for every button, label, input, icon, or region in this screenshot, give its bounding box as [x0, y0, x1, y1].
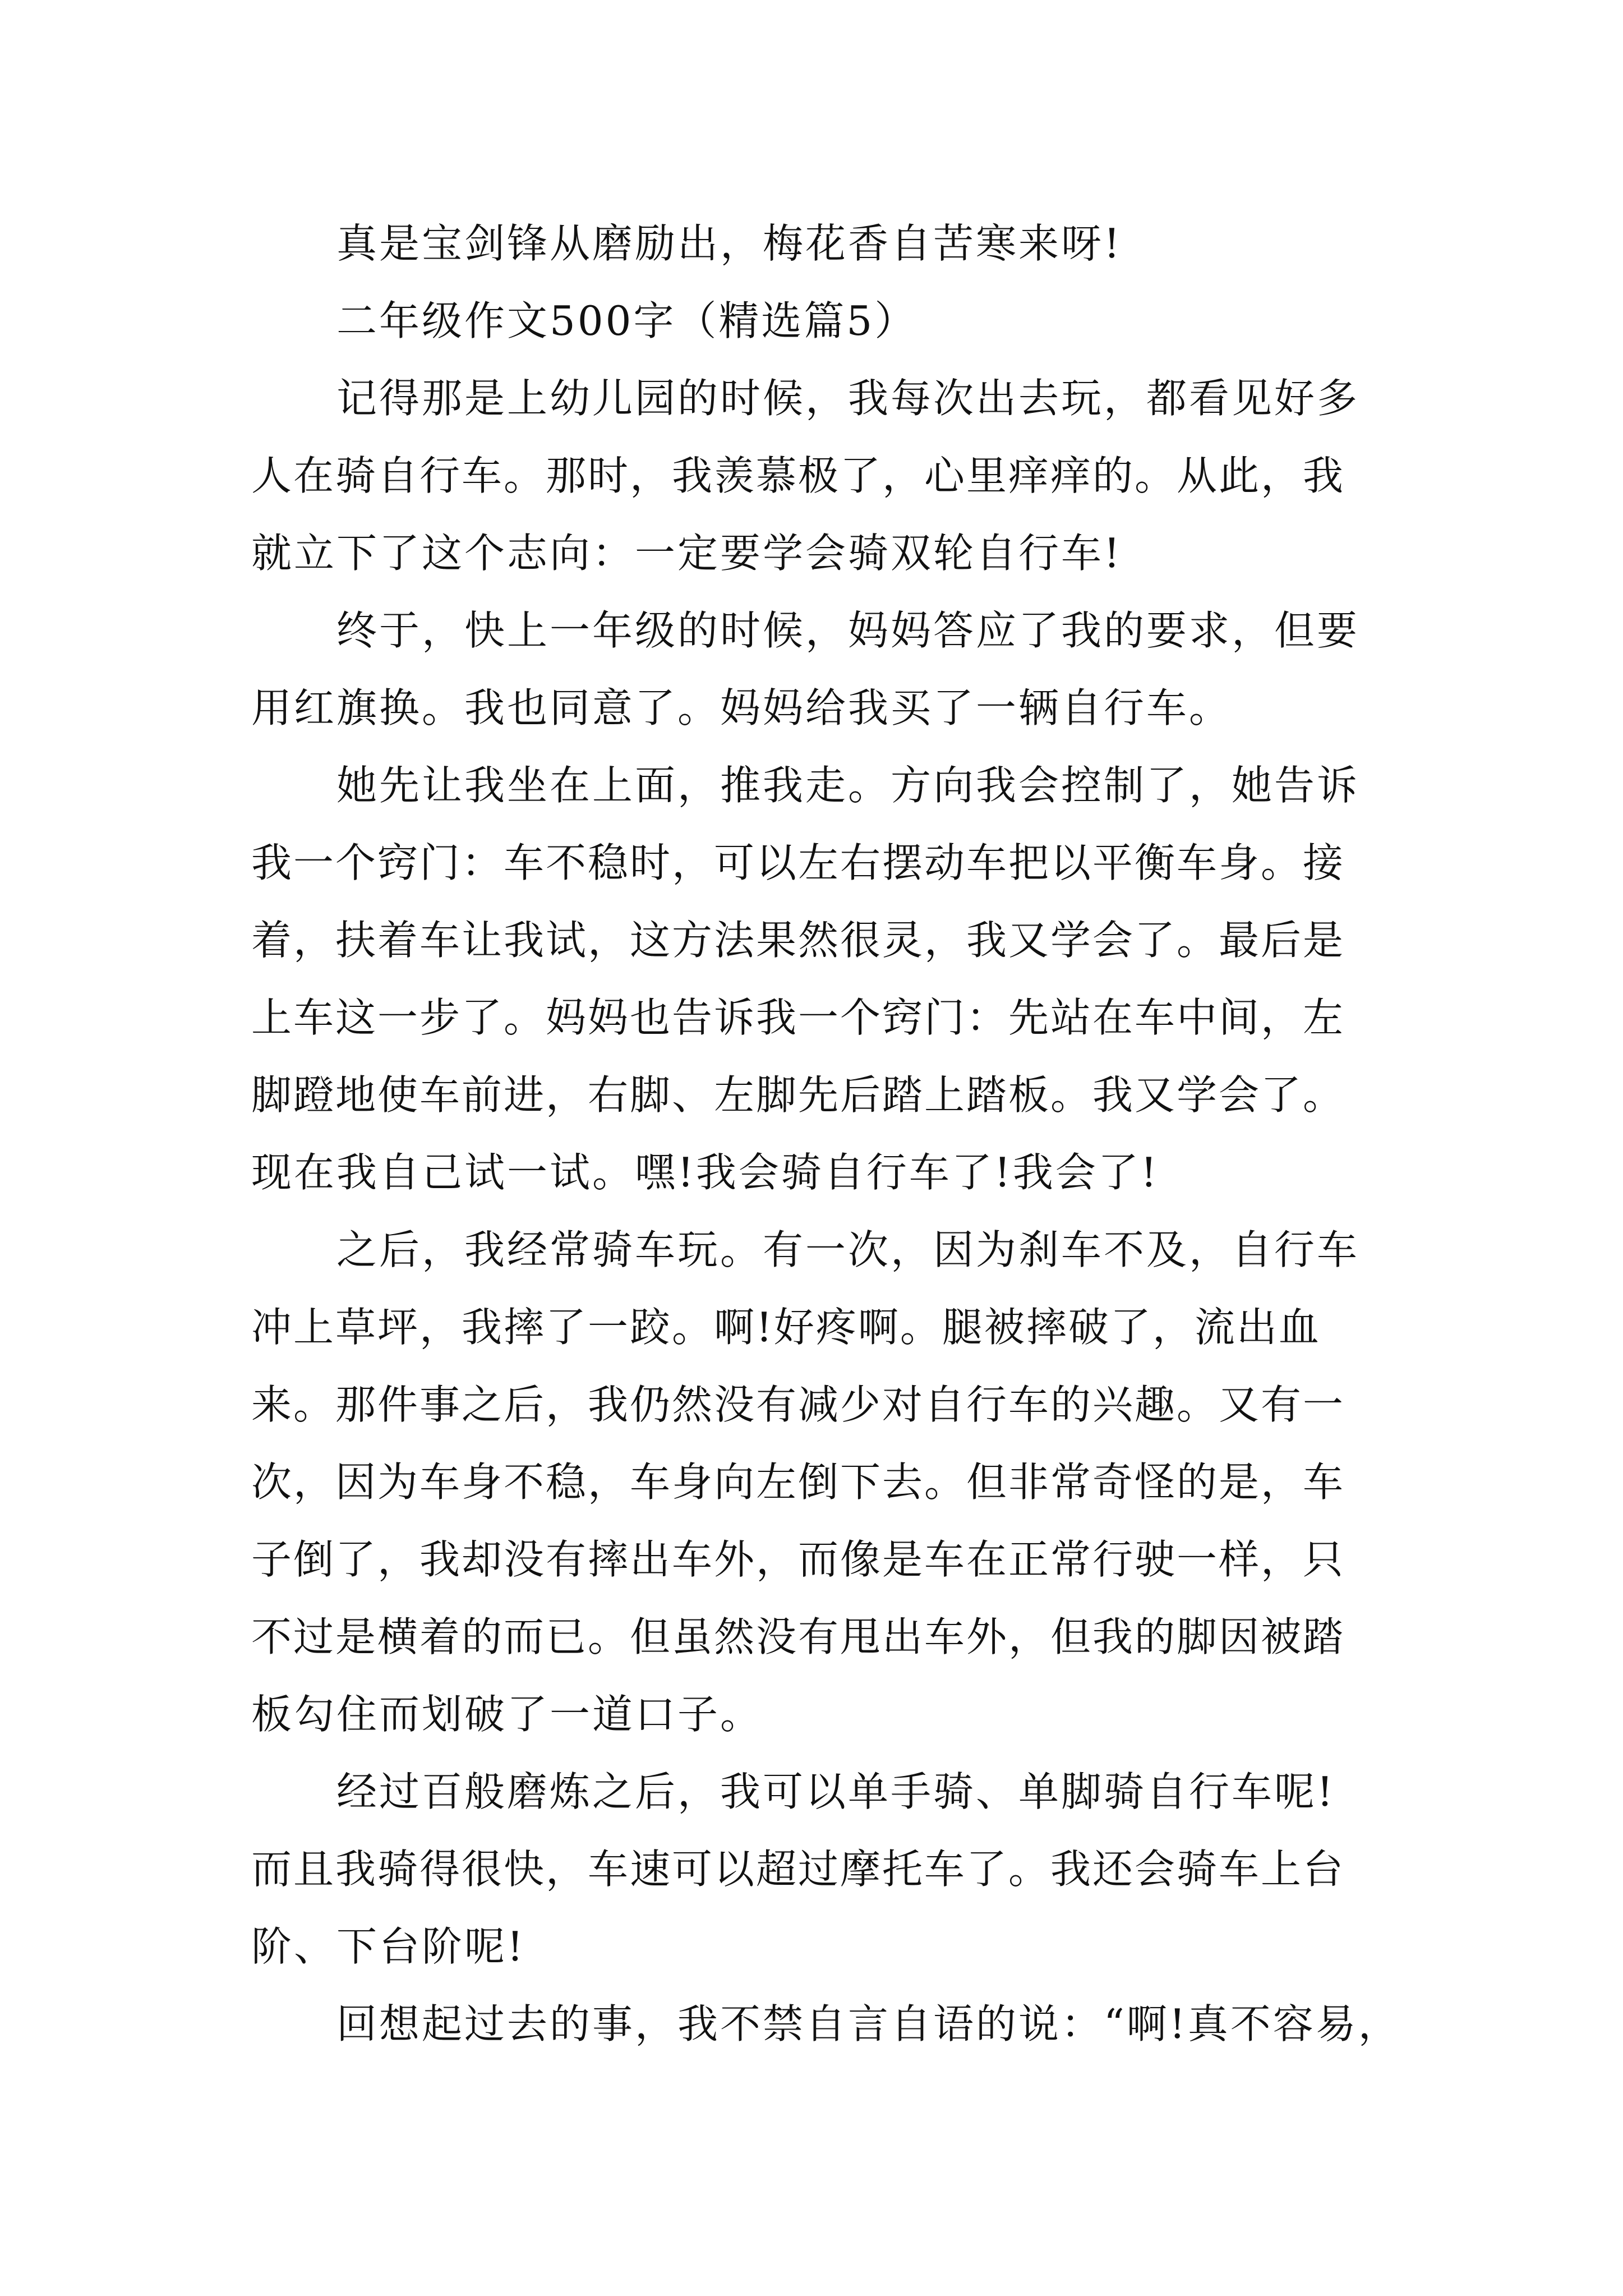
paragraph-line: 子倒了，我却没有摔出车外，而像是车在正常行驶一样，只	[251, 1536, 1345, 1583]
paragraph-line: 记得那是上幼儿园的时候，我每次出去玩，都看见好多	[336, 375, 1360, 422]
paragraph-line: 阶、下台阶呢!	[251, 1923, 525, 1970]
paragraph-line: 着，扶着车让我试，这方法果然很灵，我又学会了。最后是	[251, 917, 1345, 964]
paragraph-line: 用红旗换。我也同意了。妈妈给我买了一辆自行车。	[251, 684, 1232, 731]
paragraph-line: 真是宝剑锋从磨励出，梅花香自苦寒来呀!	[336, 220, 1122, 267]
paragraph-line: 板勾住而划破了一道口子。	[251, 1691, 763, 1738]
paragraph-line: 她先让我坐在上面，推我走。方向我会控制了，她告诉	[336, 762, 1360, 809]
paragraph-line: 经过百般磨炼之后，我可以单手骑、单脚骑自行车呢!	[336, 1768, 1335, 1815]
paragraph-line: 之后，我经常骑车玩。有一次，因为刹车不及，自行车	[336, 1226, 1360, 1273]
paragraph-line: 上车这一步了。妈妈也告诉我一个窍门：先站在车中间，左	[251, 994, 1345, 1041]
paragraph-line: 我一个窍门：车不稳时，可以左右摆动车把以平衡车身。接	[251, 839, 1345, 886]
document-body	[251, 205, 1401, 2063]
paragraph-line: 来。那件事之后，我仍然没有减少对自行车的兴趣。又有一	[251, 1381, 1345, 1428]
paragraph-line: 就立下了这个志向：一定要学会骑双轮自行车!	[251, 530, 1122, 577]
paragraph-line: 终于，快上一年级的时候，妈妈答应了我的要求，但要	[336, 607, 1360, 654]
section-heading: 二年级作文500字（精选篇5）	[336, 297, 917, 344]
paragraph-line: 不过是横着的而已。但虽然没有甩出车外，但我的脚因被踏	[251, 1613, 1345, 1660]
paragraph-line: 现在我自己试一试。嘿!我会骑自行车了!我会了!	[251, 1149, 1159, 1196]
paragraph-line: 人在骑自行车。那时，我羡慕极了，心里痒痒的。从此，我	[251, 452, 1345, 499]
paragraph-line: 而且我骑得很快，车速可以超过摩托车了。我还会骑车上台	[251, 1846, 1345, 1893]
paragraph-line: 脚蹬地使车前进，右脚、左脚先后踏上踏板。我又学会了。	[251, 1071, 1345, 1119]
paragraph-line: 回想起过去的事，我不禁自言自语的说：“啊!真不容易，	[336, 2000, 1401, 2047]
paragraph-line: 次，因为车身不稳，车身向左倒下去。但非常奇怪的是，车	[251, 1458, 1345, 1506]
paragraph-line: 冲上草坪，我摔了一跤。啊!好疼啊。腿被摔破了，流出血	[251, 1304, 1321, 1351]
